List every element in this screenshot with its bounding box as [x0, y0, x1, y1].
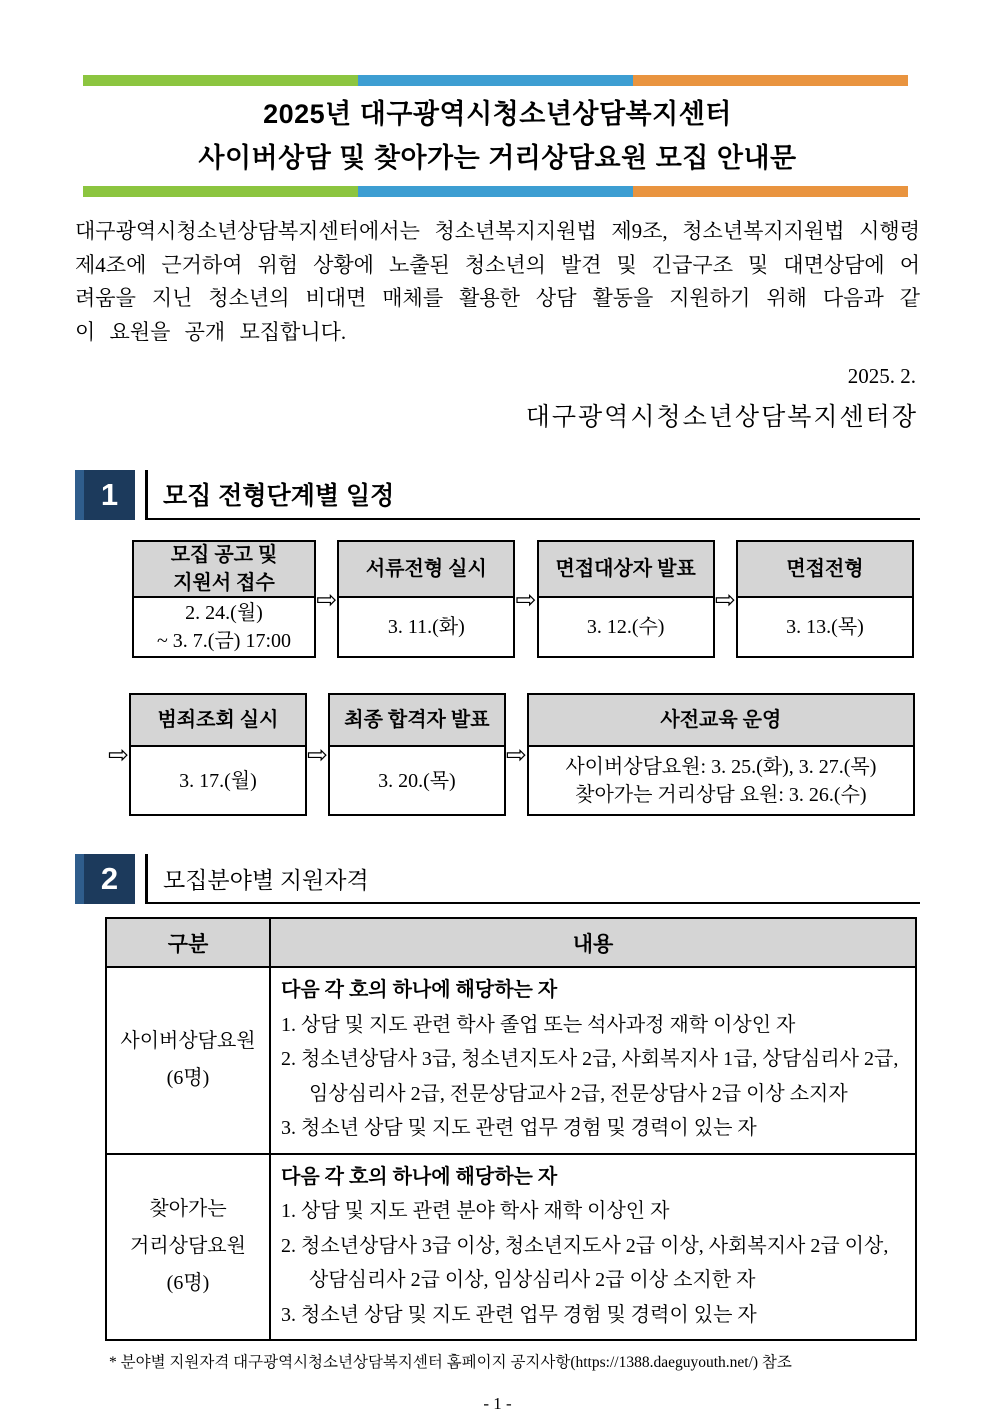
flow-box-header [330, 695, 504, 747]
flow-box-date-line: 찾아가는 거리상담 요원: 3. 26.(수) [575, 783, 867, 806]
flow-box-body [339, 598, 513, 656]
section1-title-rule [145, 470, 920, 520]
category-line: 사이버상담요원 [120, 1030, 256, 1053]
category-cell-street-counselor [106, 1154, 270, 1341]
page-number: - 1 - [483, 1394, 512, 1413]
bottom-color-bar [83, 186, 908, 197]
flow-box-header-line: 모집 공고 및 [170, 544, 278, 566]
section2-header [75, 854, 920, 904]
section2-number-box [75, 854, 135, 904]
top-color-bar [83, 75, 908, 86]
flow-box-body [529, 747, 913, 814]
qualification-item: 2. 청소년상담사 3급 이상, 청소년지도사 2급 이상, 사회복지사 2급 이상, 상담심리사 2급 이상, 임상심리사 2급 이상 소지한 자 [281, 1234, 889, 1291]
flow-arrow-icon: ⇨ [306, 740, 328, 769]
schedule-flow-row2 [108, 693, 911, 816]
category-line: 찾아가는 [149, 1198, 227, 1221]
qualification-item: 1. 상담 및 지도 관련 분야 학사 재학 이상인 자 [281, 1200, 670, 1222]
flow-arrow-icon: ⇨ [108, 740, 129, 769]
flow-box-body [134, 598, 314, 656]
flow-box-date-line: 3. 13.(목) [786, 616, 864, 638]
section-number-strip [75, 470, 84, 520]
flow-box-header [738, 542, 912, 598]
table-header-row [106, 918, 916, 967]
issue-date: 2025. 2. [847, 364, 916, 388]
flow-box-interview [736, 540, 914, 658]
section2-number: 2 [84, 854, 135, 904]
qualification-item: 2. 청소년상담사 3급, 청소년지도사 2급, 사회복지사 1급, 상담심리사 2급, 임상심리사 2급, 전문상담교사 2급, 전문상담사 2급 이상 소지자 [281, 1048, 899, 1105]
qualification-table [105, 917, 917, 1341]
flow-box-body [131, 747, 305, 814]
flow-arrow-icon: ⇨ [515, 584, 537, 614]
flow-box-header-line: 최종 합격자 발표 [344, 709, 490, 731]
banner-green-segment [83, 75, 358, 86]
schedule-flow-row1 [132, 540, 914, 658]
flow-box-body [330, 747, 504, 814]
content-title: 다음 각 호의 하나에 해당하는 자 [281, 979, 558, 1001]
category-line: (6명) [166, 1067, 210, 1090]
flow-box-header [539, 542, 713, 598]
section1-title: 모집 전형단계별 일정 [163, 482, 395, 510]
column-header-content: 내용 [270, 918, 916, 967]
category-line: 거리상담요원 [130, 1235, 246, 1258]
flow-box-header [131, 695, 305, 747]
qualification-item: 3. 청소년 상담 및 지도 관련 업무 경험 및 경력이 있는 자 [281, 1303, 757, 1326]
category-line: (6명) [166, 1272, 210, 1295]
document-title-line1: 2025년 대구광역시청소년상담복지센터 [263, 99, 732, 129]
flow-box-interview-candidates [537, 540, 715, 658]
banner-blue-segment [358, 75, 633, 86]
banner-orange-segment [633, 75, 908, 86]
flow-box-header-line: 면접대상자 발표 [555, 558, 696, 580]
flow-box-header [134, 542, 314, 598]
flow-arrow-icon: ⇨ [714, 584, 736, 614]
section1-header [75, 470, 920, 520]
qualification-item: 3. 청소년 상담 및 지도 관련 업무 경험 및 경력이 있는 자 [281, 1117, 757, 1139]
section-number-strip [75, 854, 84, 904]
content-title: 다음 각 호의 하나에 해당하는 자 [281, 1165, 558, 1188]
table-row [106, 1154, 916, 1341]
banner-blue-segment [358, 186, 633, 197]
flow-box-header-line: 서류전형 실시 [365, 558, 487, 580]
banner-orange-segment [633, 186, 908, 197]
table-row [106, 967, 916, 1154]
title-banner [75, 75, 920, 197]
flow-box-date-line: 3. 17.(월) [179, 769, 257, 792]
section1-number: 1 [84, 470, 135, 520]
flow-box-header-line: 지원서 접수 [173, 572, 275, 594]
flow-arrow-icon: ⇨ [505, 740, 527, 769]
flow-arrow-icon: ⇨ [316, 584, 338, 614]
content-cell-cyber-counselor [270, 967, 916, 1154]
issuer-signature: 대구광역시청소년상담복지센터장 [525, 404, 918, 431]
flow-box-document-screening [337, 540, 515, 658]
flow-box-date-line: 3. 11.(화) [387, 616, 465, 638]
flow-box-header-line: 면접전형 [786, 558, 864, 580]
flow-box-background-check [129, 693, 307, 816]
qualification-item: 1. 상담 및 지도 관련 학사 졸업 또는 석사과정 재학 이상인 자 [281, 1013, 796, 1036]
flow-box-date-line: 사이버상담요원: 3. 25.(화), 3. 27.(목) [565, 755, 877, 778]
flow-box-application [132, 540, 316, 658]
section2-title: 모집분야별 지원자격 [163, 867, 369, 893]
banner-green-segment [83, 186, 358, 197]
flow-box-final-results [328, 693, 506, 816]
flow-box-body [539, 598, 713, 656]
footnote: * 분야별 지원자격 대구광역시청소년상담복지센터 홈페이지 공지사항(https://1388.daeguyouth.net/) 참조 [109, 1354, 792, 1371]
flow-box-date-line: 2. 24.(월) [185, 602, 263, 624]
flow-box-body [738, 598, 912, 656]
content-cell-street-counselor [270, 1154, 916, 1341]
document-title [75, 86, 920, 186]
flow-box-header-line: 범죄조회 실시 [157, 709, 279, 731]
document-title-line2: 사이버상담 및 찾아가는 거리상담요원 모집 안내문 [198, 143, 797, 173]
section2-title-rule [145, 854, 920, 904]
flow-box-date-line: ~ 3. 7.(금) 17:00 [156, 630, 292, 652]
flow-box-pre-education [527, 693, 915, 816]
flow-box-header [529, 695, 913, 747]
flow-box-date-line: 3. 20.(목) [378, 769, 456, 792]
section1-number-box [75, 470, 135, 520]
column-header-category: 구분 [106, 918, 270, 967]
flow-box-header-line: 사전교육 운영 [660, 709, 782, 731]
category-cell-cyber-counselor [106, 967, 270, 1154]
flow-box-date-line: 3. 12.(수) [586, 616, 665, 638]
intro-paragraph: 대구광역시청소년상담복지센터에서는 청소년복지지원법 제9조, 청소년복지지원법 시행령 제4조에 근거하여 위험 상황에 노출된 청소년의 발견 및 긴급구조 및 대면상담에 어려움을 지닌 청소년의 비대면 매체를 활용한 상담 활동을 지원하기 위해 다음과 같이 요원을 공개 모집합니다. [75, 219, 920, 344]
flow-box-header [339, 542, 513, 598]
